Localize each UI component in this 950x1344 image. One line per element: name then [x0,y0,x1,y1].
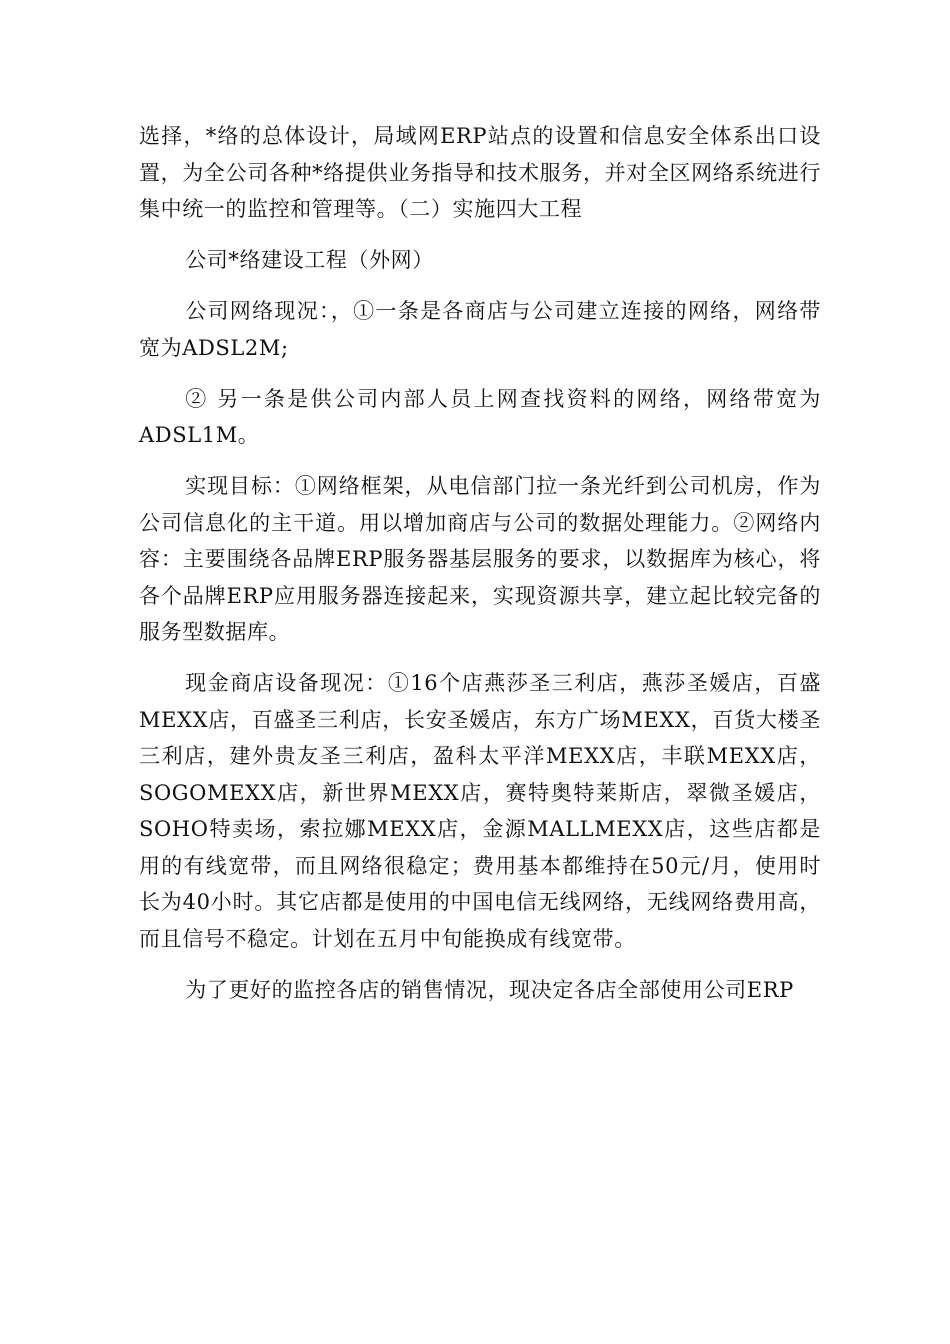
paragraph-internal-network: ② 另一条是供公司内部人员上网查找资料的网络，网络带宽为ADSL1M。 [139,386,821,447]
paragraph-heading-network-project: 公司*络建设工程（外网） [185,248,434,272]
paragraph-goals: 实现目标：①网络框架，从电信部门拉一条光纤到公司机房，作为公司信息化的主干道。用以增加商店与公司的数据处理能力。②网络内容：主要围绕各品牌ERP服务器基层服务的要求，以数据库为核心，将各个品牌ERP应用服务器连接起来，实现资源共享，建立起比较完备的服务型数据库。 [139,474,821,644]
paragraph-monitoring: 为了更好的监控各店的销售情况，现决定各店全部使用公司ERP [185,977,794,1002]
document-body [139,118,821,1023]
paragraph-network-status: 公司网络现况：，①一条是各商店与公司建立连接的网络，网络带宽为ADSL2M; [139,299,821,360]
paragraph-store-equipment: 现金商店设备现况：①16个店燕莎圣三利店，燕莎圣媛店，百盛MEXX店，百盛圣三利店，长安圣媛店，东方广场MEXX，百货大楼圣三利店，建外贵友圣三利店，盈科太平洋MEXX店，丰联MEXX店，SOGOMEXX店，新世界MEXX店，赛特奥特莱斯店，翠微圣媛店，SOHO特卖场，索拉娜MEXX店，金源MALLMEXX店，这些店都是用的有线宽带，而且网络很稳定；费用基本都维持在50元/月，使用时长为40小时。其它店都是使用的中国电信无线网络，无线网络费用高，而且信号不稳定。计划在五月中旬能换成有线宽带。 [139,671,821,951]
paragraph-continuation: 选择，*络的总体设计，局域网ERP站点的设置和信息安全体系出口设置，为全公司各种*络提供业务指导和技术服务，并对全区网络系统进行集中统一的监控和管理等。（二）实施四大工程 [139,124,821,221]
